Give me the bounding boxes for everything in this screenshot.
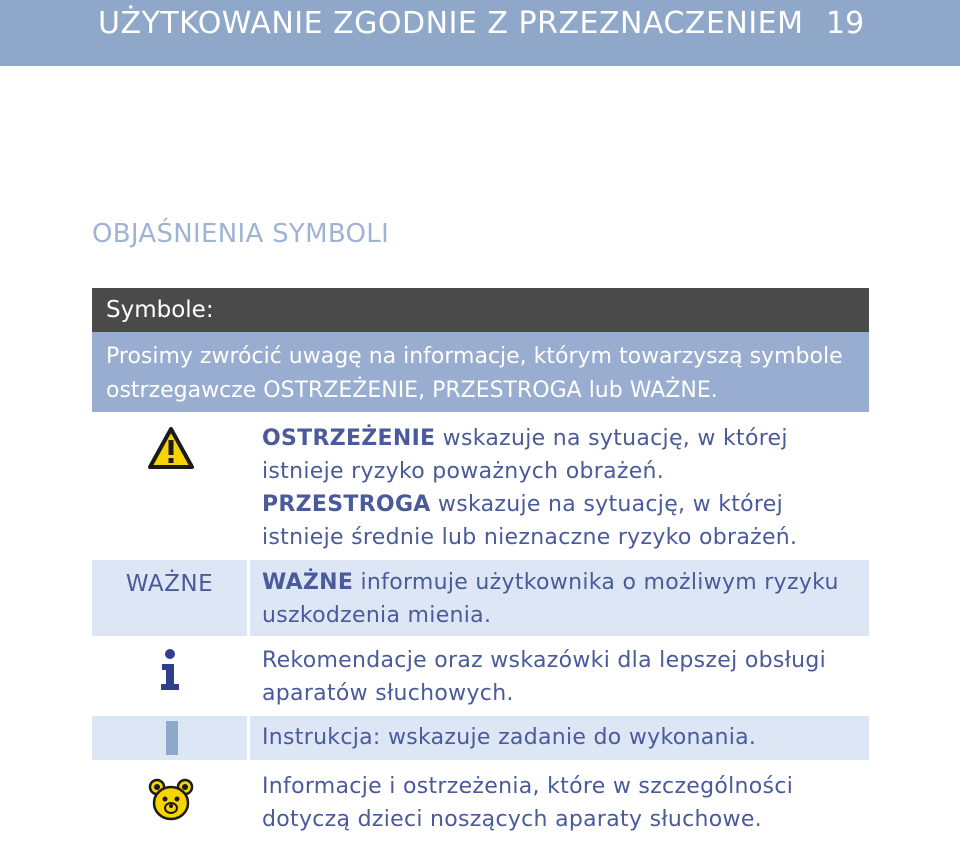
info-text-cell (250, 638, 869, 714)
important-icon-cell (92, 560, 247, 636)
page-header (0, 0, 960, 66)
warning-keyword: OSTRZEŻENIE (262, 426, 436, 451)
caution-item (262, 488, 857, 554)
page-number: 19 (826, 6, 865, 41)
info-icon (158, 648, 182, 692)
caution-keyword: PRZESTROGA (262, 492, 431, 517)
warning-triangle-icon (147, 426, 195, 470)
chapter-title: UŻYTKOWANIE ZGODNIE Z PRZEZNACZENIEM (98, 6, 804, 41)
children-icon-cell (92, 762, 247, 848)
warning-description: wskazuje na sytuację, w której istnieje ryzyko poważnych obrażeń. (262, 426, 788, 484)
instruction-description: Instrukcja: wskazuje zadanie do wykonania. (262, 725, 757, 750)
warning-text-cell (250, 414, 869, 560)
children-description: Informacje i ostrzeżenia, które w szczególności dotyczą dzieci noszących aparaty słuchowe. (262, 774, 794, 832)
warning-icon-cell (92, 414, 247, 560)
important-text-cell (250, 560, 869, 636)
warning-item (262, 422, 857, 488)
important-description: informuje użytkownika o możliwym ryzyku uszkodzenia mienia. (262, 570, 839, 628)
info-icon-cell (92, 638, 247, 714)
caution-description: wskazuje na sytuację, w której istnieje średnie lub nieznaczne ryzyko obrażeń. (262, 492, 798, 550)
symbols-intro: Prosimy zwrócić uwagę na informacje, którym towarzyszą symbole ostrzegawcze OSTRZEŻENIE, PRZESTROGA lub WAŻNE. (92, 332, 869, 412)
info-description: Rekomendacje oraz wskazówki dla lepszej obsługi aparatów słuchowych. (262, 648, 827, 706)
important-keyword: WAŻNE (262, 570, 354, 595)
instruction-icon-cell (92, 716, 247, 760)
instruction-bar-icon (166, 721, 178, 755)
children-text-cell (250, 762, 869, 848)
important-label: WAŻNE (125, 571, 214, 597)
bear-face-icon (148, 778, 194, 822)
instruction-text-cell (250, 716, 869, 760)
section-title: OBJAŚNIENIA SYMBOLI (92, 219, 390, 249)
symbols-table-header: Symbole: (92, 288, 869, 332)
